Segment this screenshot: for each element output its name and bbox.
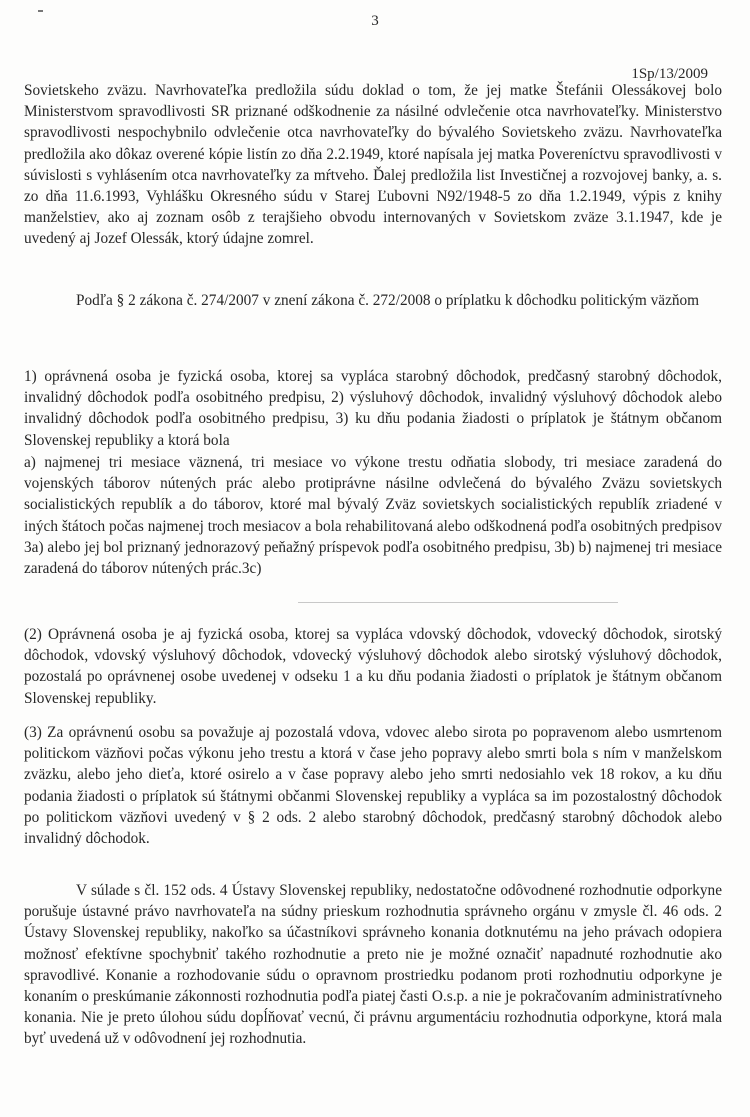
paragraph-constitution: V súlade s čl. 152 ods. 4 Ústavy Slovenskej republiky, nedostatočne odôvodnené rozhodnutie odporkyne porušuje ústavné právo navrhovateľa na súdny prieskum rozhodnutia správneho orgánu v zmysle čl. 46 ods. 2 Ústavy Slovenskej republiky, nakoľko sa účastníkovi správneho konania dotknutému na jeho právach odopiera možnosť efektívne spochybniť takého rozhodnutie a preto nie je možné označiť napadnuté rozhodnutie ako spravodlivé. Konanie a rozhodovanie súdu o opravnom prostriedku podanom proti rozhodnutiu odporkyne je konaním o preskúmanie zákonnosti rozhodnutia podľa piatej časti O.s.p. a nie je pokračovaním administratívneho konania. Nie je preto úlohou súdu dopĺňovať vecnú, či právnu argumentáciu rozhodnutia odporkyne, ktorá mala byť uvedená už v odôvodnení jej rozhodnutia. bbox=[24, 882, 722, 1048]
paragraph-section-1: 1) oprávnená osoba je fyzická osoba, ktorej sa vypláca starobný dôchodok, predčasný starobný dôchodok, invalidný dôchodok podľa osobitného predpisu, 2) výsluhový dôchodok, invalidný výsluhový dôchodok alebo invalidný dôchodok podľa osobitného predpisu, 3) ku dňu podania žiadosti o príplatok je štátnym občanom Slovenskej republiky a ktorá bola bbox=[24, 368, 722, 449]
case-reference: 1Sp/13/2009 bbox=[631, 66, 708, 82]
underline-rule bbox=[298, 602, 618, 603]
paragraph-section-2: (2) Oprávnená osoba je aj fyzická osoba, ktorej sa vypláca vdovský dôchodok, vdovecký dôchodok, sirotský dôchodok, vdovský výsluhový dôchodok, vdovecký výsluhový dôchodok alebo sirotský výsluhový dôchodok, pozostalá po oprávnenej osobe uvedenej v odseku 1 a ku dňu podania žiadosti o príplatok je štátnym občanom Slovenskej republiky. bbox=[24, 626, 722, 707]
paragraph-law-reference: Podľa § 2 zákona č. 274/2007 v znení zákona č. 272/2008 o príplatku k dôchodku politickým väzňom bbox=[76, 292, 700, 309]
paragraph-section-3: (3) Za oprávnenú osobu sa považuje aj pozostalá vdova, vdovec alebo sirota po popravenom alebo usmrtenom politickom väzňovi počas výkonu jeho trestu a ktorá v čase jeho popravy alebo smrti bola s ním v manželskom zväzku, alebo jeho dieťa, ktoré osirelo a v čase popravy alebo jeho smrti nedosiahlo vek 18 rokov, a ku dňu podania žiadosti o príplatok sú štátnymi občanmi Slovenskej republiky a vypláca sa im pozostalostný dôchodok po politickom väzňovi uvedený v § 2 ods. 2 alebo starobný dôchodok, predčasný starobný dôchodok alebo invalidný dôchodok. bbox=[24, 724, 722, 848]
paragraph-evidence: Sovietskeho zväzu. Navrhovateľka predložila súdu doklad o tom, že jej matke Štefánii Olessákovej bolo Ministerstvom spravodlivosti SR priznané odškodnenie za násilné odvlečenie otca navrhovateľky. Ministerstvo spravodlivosti nespochybnilo odvlečenie otca navrhovateľky do bývalého Sovietskeho zväzu. Navrhovateľka predložila ako dôkaz overené kópie listín zo dňa 2.2.1949, ktoré napísala jej matka Povereníctvu spravodlivosti v súvislosti s vyhlásením otca navrhovateľky za mŕtveho. Ďalej predložila list Investičnej a rozvojovej banky, a. s. zo dňa 11.6.1993, Vyhlášku Okresného súdu v Starej Ľubovni N92/1948-5 zo dňa 1.2.1949, výpis z knihy manželstiev, ako aj zoznam osôb z terajšieho obvodu internovaných v Sovietskom zväze 3.1.1947, kde je uvedený aj Jozef Olessák, ktorý údajne zomrel. bbox=[24, 82, 722, 248]
paragraph-section-1-conditions: a) najmenej tri mesiace väznená, tri mesiace vo výkone trestu odňatia slobody, tri mesiace zaradená do vojenských táborov nútených prác alebo protiprávne násilne odvlečená do bývalého Zväzu sovietskych socialistických republík a do táborov, ktoré mal bývalý Zväz sovietskych socialistických republík zriadené v iných štátoch počas najmenej troch mesiacov a bola rehabilitovaná alebo odškodnená podľa osobitných predpisov 3a) alebo jej bol priznaný jednorazový peňažný príspevok podľa osobitného predpisu, 3b) b) najmenej tri mesiace zaradená do táborov nútených prác.3c) bbox=[24, 454, 722, 578]
page-number: 3 bbox=[371, 13, 379, 29]
